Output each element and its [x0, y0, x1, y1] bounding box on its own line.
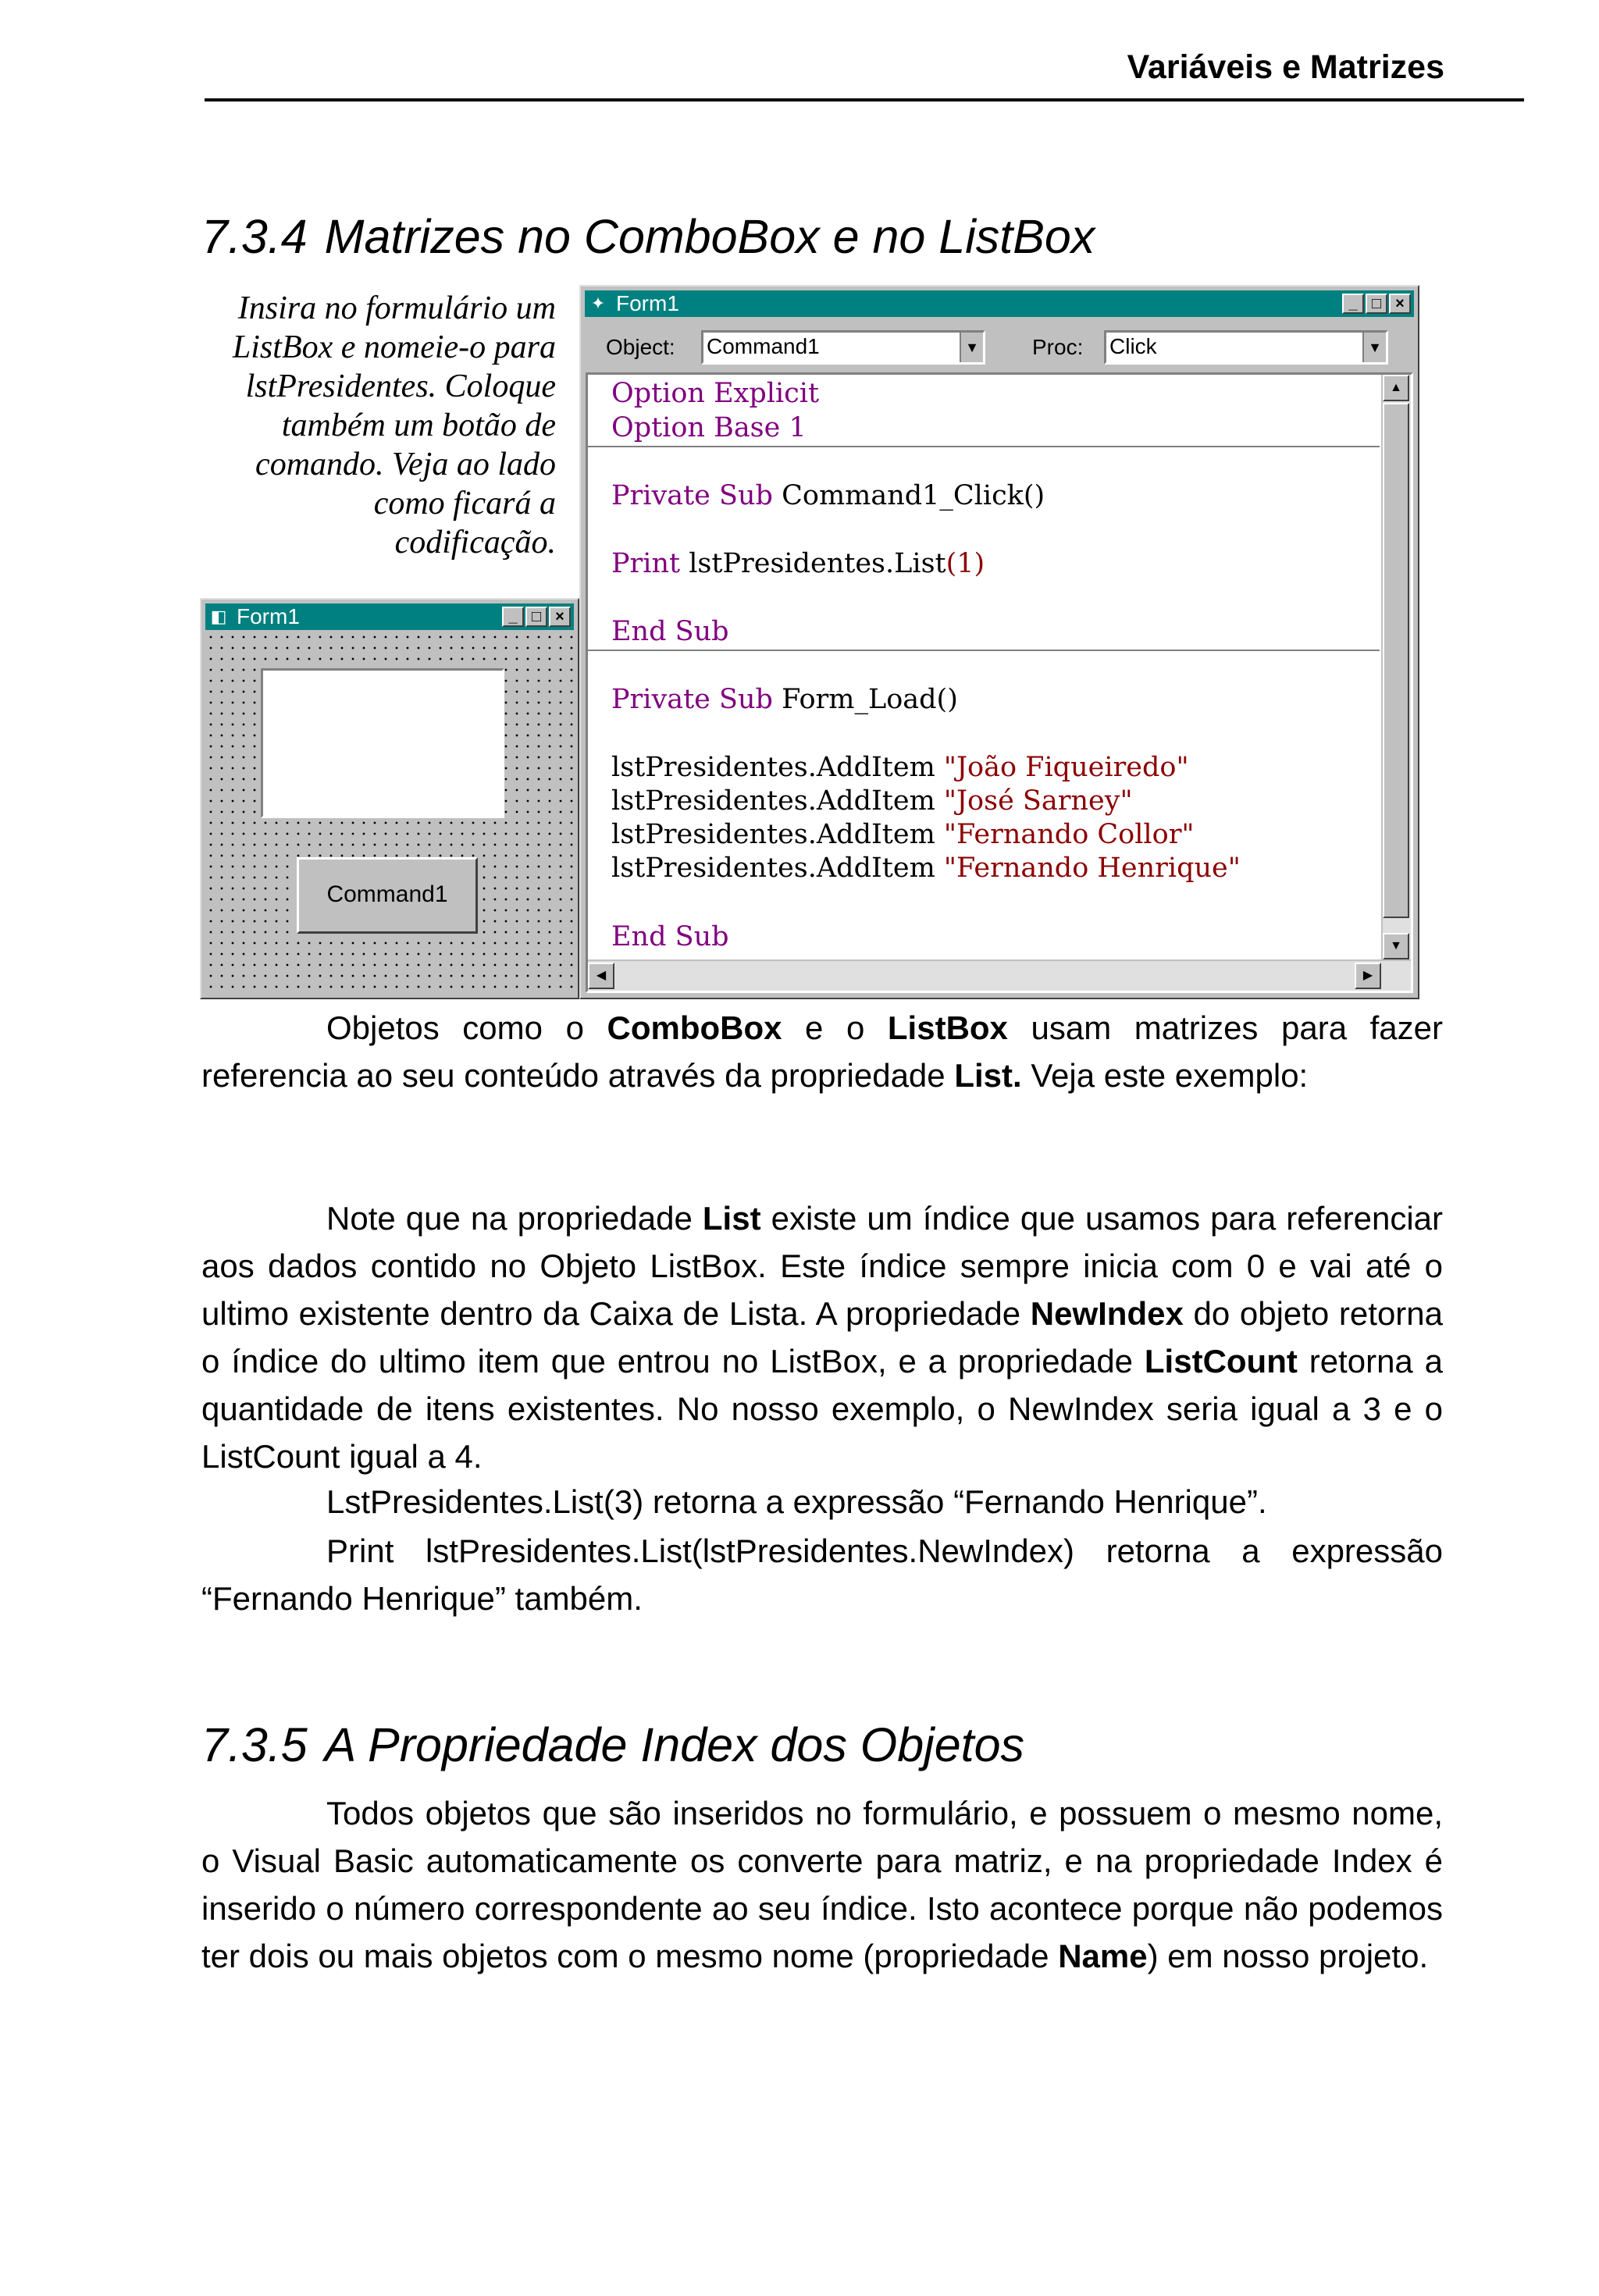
- code-identifier: Form_Load(): [782, 684, 958, 715]
- code-window[interactable]: [579, 285, 1419, 999]
- form-title: Form1: [237, 604, 300, 628]
- term-combobox: ComboBox: [607, 1009, 782, 1046]
- listbox-control[interactable]: [261, 668, 504, 818]
- scroll-right-arrow-icon[interactable]: ▶: [1355, 963, 1381, 989]
- code-string: "Fernando Henrique": [943, 853, 1241, 884]
- code-literal: (1): [946, 548, 985, 579]
- text-run: Todos objetos que são inseridos no formulário, e possuem o mesmo nome, o Visual Basic automaticamente os converte para matriz, e na propriedade Index é inserido o número correspondente ao seu índice. Isto acontece porque não podemos ter dois ou mais objetos com o mesmo nome (propriedade: [201, 1795, 1443, 1974]
- proc-label: Proc:: [1032, 335, 1084, 359]
- minimize-button[interactable]: _: [502, 607, 524, 627]
- form-window-icon: ◧: [210, 607, 227, 626]
- code-title-bar[interactable]: [585, 290, 1414, 317]
- code-keyword: Private Sub: [611, 684, 773, 715]
- code-line-command1-click: [611, 480, 1045, 511]
- term-list: List.: [954, 1057, 1022, 1094]
- code-identifier: lstPresidentes.AddItem: [611, 752, 935, 783]
- paragraph-index-property: [201, 1789, 1443, 1980]
- code-string: "João Fiqueiredo": [943, 752, 1189, 783]
- vertical-scroll-thumb[interactable]: [1383, 403, 1409, 918]
- command1-button[interactable]: Command1: [297, 857, 478, 934]
- code-identifier: lstPresidentes.AddItem: [611, 853, 935, 884]
- close-button[interactable]: ×: [1389, 294, 1411, 314]
- code-identifier: Command1_Click(): [782, 480, 1045, 511]
- code-window-title: Form1: [616, 291, 679, 315]
- code-line-form-load: [611, 684, 958, 715]
- code-keyword: Private Sub: [611, 480, 773, 511]
- paragraph-list-index: [201, 1194, 1443, 1480]
- code-identifier: lstPresidentes.AddItem: [611, 785, 935, 817]
- text-run: Note que na propriedade: [326, 1200, 703, 1237]
- code-string: "José Sarney": [943, 785, 1133, 817]
- term-list: List: [702, 1200, 761, 1237]
- section-number: 7.3.4: [201, 210, 308, 263]
- term-listcount: ListCount: [1144, 1343, 1298, 1379]
- text-run: Print lstPresidentes.List(lstPresidentes.NewIndex) retorna a expressão “Fernando Henrique” também.: [201, 1532, 1443, 1617]
- procedure-separator: [588, 650, 1380, 651]
- text-run: Veja este exemplo:: [1021, 1057, 1309, 1094]
- code-line-end-sub: End Sub: [611, 921, 729, 952]
- code-literal: 1: [789, 412, 807, 443]
- code-line-additem: [611, 785, 1133, 817]
- code-string: "Fernando Collor": [943, 819, 1195, 850]
- chevron-down-icon[interactable]: ▼: [960, 333, 983, 362]
- code-line-end-sub: End Sub: [611, 616, 729, 647]
- object-label: Object:: [606, 335, 675, 359]
- code-line-additem: [611, 819, 1195, 850]
- code-keyword: Option Base: [611, 412, 781, 443]
- code-identifier: lstPresidentes.List: [689, 548, 946, 579]
- code-editor[interactable]: [586, 372, 1413, 993]
- term-name: Name: [1058, 1938, 1148, 1974]
- close-button[interactable]: ×: [549, 607, 571, 627]
- maximize-button[interactable]: □: [525, 607, 547, 627]
- proc-value: Click: [1109, 334, 1157, 358]
- section-title: A Propriedade Index dos Objetos: [324, 1718, 1025, 1771]
- text-run: Objetos como o: [326, 1009, 607, 1046]
- code-line-option-explicit: Option Explicit: [611, 378, 820, 409]
- scroll-left-arrow-icon[interactable]: ◀: [588, 963, 614, 989]
- code-identifier: lstPresidentes.AddItem: [611, 819, 935, 850]
- section-heading-7-3-5: [201, 1718, 1024, 1772]
- vb-app-icon: ✦: [590, 294, 606, 313]
- running-header: Variáveis e Matrizes: [1127, 48, 1444, 86]
- text-run: do objeto retorna o índice do ultimo item que entrou no ListBox, e a propriedade: [201, 1295, 1444, 1379]
- term-listbox: ListBox: [887, 1009, 1008, 1046]
- paragraph-list-example: LstPresidentes.List(3) retorna a expressão “Fernando Henrique”.: [326, 1483, 1267, 1520]
- section-heading-7-3-4: [201, 209, 1095, 264]
- text-run: retorna a quantidade de itens existentes. No nosso exemplo, o NewIndex seria igual a 3 e o ListCount igual a 4.: [201, 1343, 1443, 1475]
- object-dropdown[interactable]: [701, 330, 985, 365]
- code-line-option-base: [611, 412, 807, 443]
- code-line-additem: [611, 752, 1189, 783]
- scroll-down-arrow-icon[interactable]: ▼: [1383, 933, 1409, 959]
- vertical-scrollbar[interactable]: [1381, 375, 1411, 959]
- scroll-up-arrow-icon[interactable]: ▲: [1383, 375, 1409, 401]
- text-run: usam matrizes para fazer referencia ao seu conteúdo através da propriedade: [201, 1009, 1443, 1094]
- form-title-bar[interactable]: [205, 603, 574, 630]
- chevron-down-icon[interactable]: ▼: [1362, 333, 1386, 362]
- section-title: Matrizes no ComboBox e no ListBox: [324, 210, 1095, 263]
- horizontal-scrollbar[interactable]: [588, 959, 1411, 991]
- proc-dropdown[interactable]: [1104, 330, 1388, 365]
- code-keyword: Print: [611, 548, 681, 579]
- procedure-separator: [588, 446, 1380, 447]
- figure-caption: Insira no formulário um ListBox e nomeie-o para lstPresidentes. Coloque também um botão de comando. Veja ao lado como ficará a codificação.: [232, 290, 556, 561]
- minimize-button[interactable]: _: [1342, 294, 1364, 314]
- object-value: Command1: [707, 334, 820, 358]
- paragraph-intro: [201, 1004, 1443, 1099]
- section-number: 7.3.5: [201, 1718, 308, 1771]
- text-run: ) em nosso projeto.: [1147, 1938, 1429, 1974]
- term-newindex: NewIndex: [1030, 1295, 1184, 1332]
- header-rule: [205, 98, 1524, 101]
- text-run: e o: [782, 1009, 888, 1046]
- form-design-window[interactable]: [200, 598, 579, 999]
- paragraph-print-example: [201, 1527, 1443, 1622]
- code-line-additem: [611, 853, 1241, 884]
- text-run: existe um índice que usamos para referenciar aos dados contido no Objeto ListBox. Este índice sempre inicia com 0 e vai até o ultimo existente dentro da Caixa de Lista. A propriedade: [201, 1200, 1443, 1332]
- code-line-print: [611, 548, 985, 579]
- maximize-button[interactable]: □: [1366, 294, 1387, 314]
